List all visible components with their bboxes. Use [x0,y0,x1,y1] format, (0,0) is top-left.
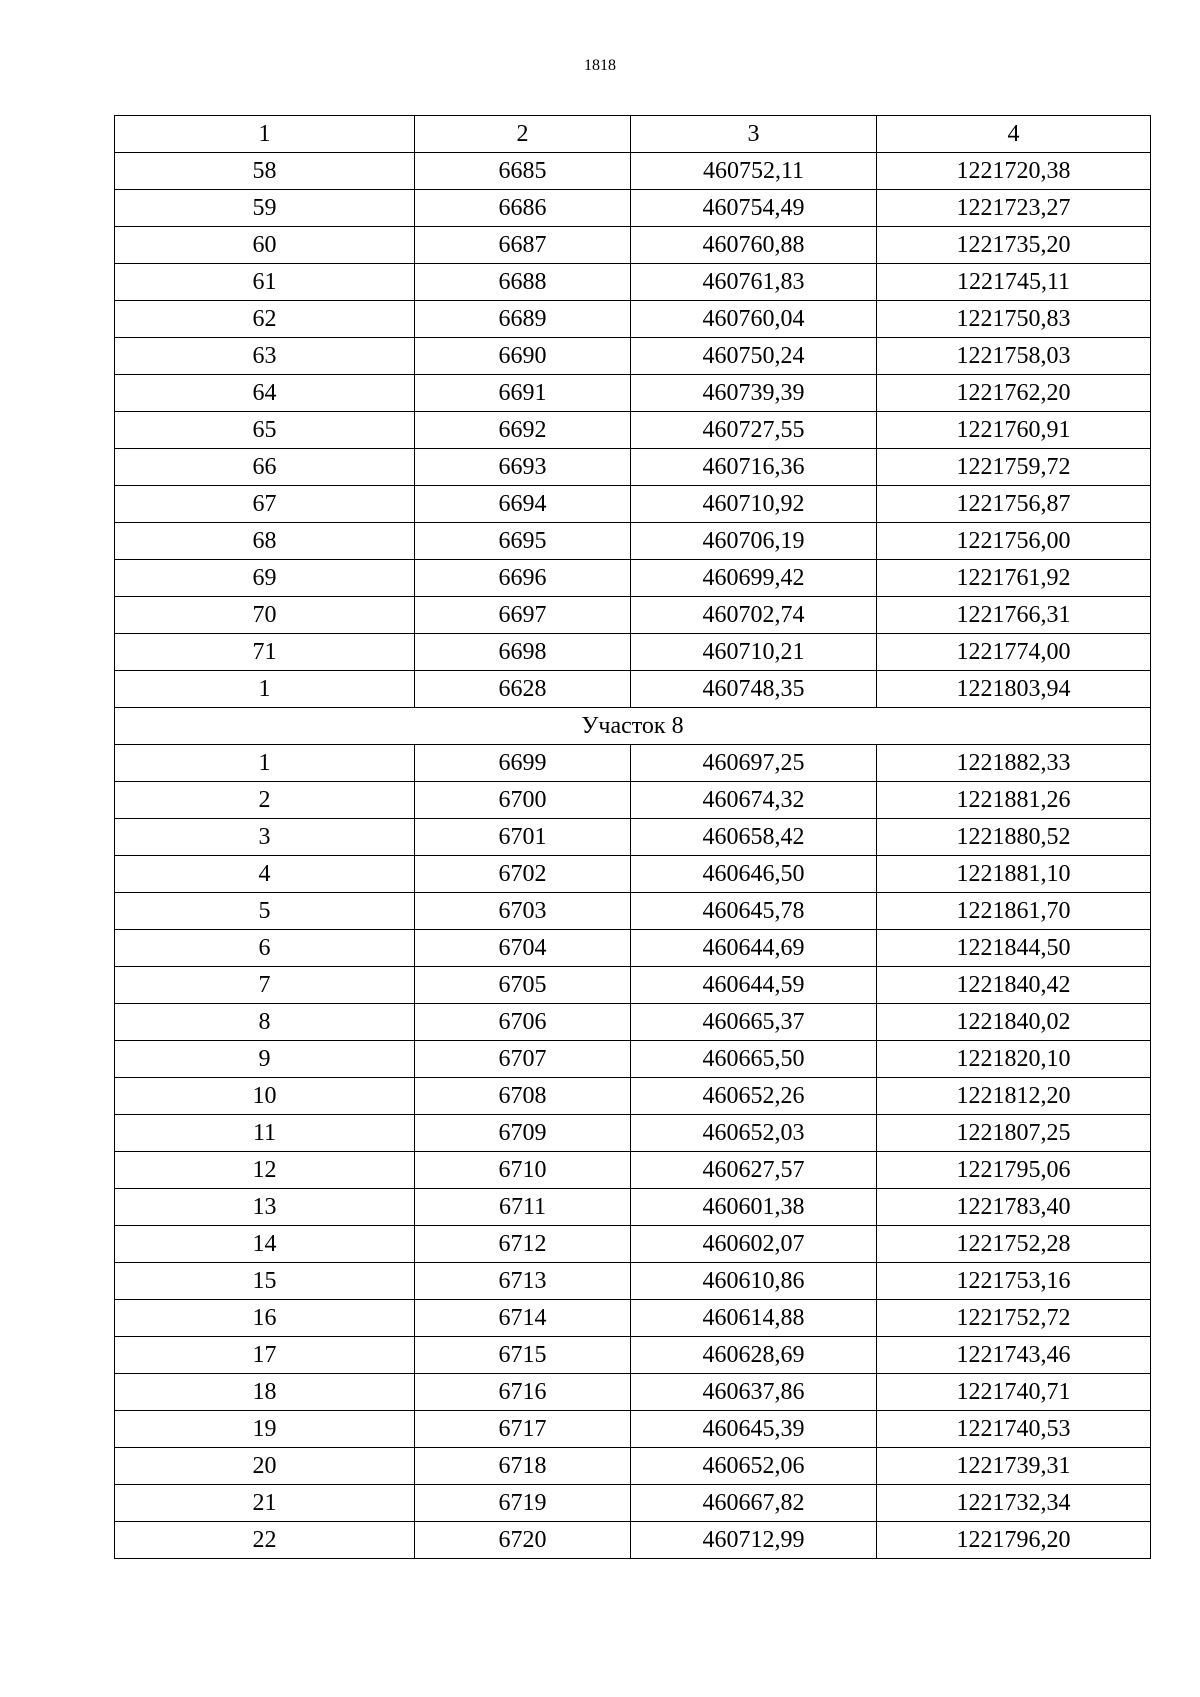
table-cell-col-4: 1221723,27 [877,190,1151,227]
table-row [115,375,1151,412]
table-row [115,1078,1151,1115]
table-header-row [115,116,1151,153]
table-cell-col-1: 11 [115,1115,415,1152]
table-cell-col-4: 1221756,00 [877,523,1151,560]
table-cell-col-4: 1221753,16 [877,1263,1151,1300]
table-cell-col-2: 6691 [415,375,631,412]
table-cell-col-4: 1221840,02 [877,1004,1151,1041]
table-cell-col-2: 6715 [415,1337,631,1374]
table-cell-col-2: 6701 [415,819,631,856]
table-cell-col-3: 460644,69 [631,930,877,967]
table-cell-col-4: 1221745,11 [877,264,1151,301]
table-cell-col-3: 460739,39 [631,375,877,412]
table-cell-col-3: 460754,49 [631,190,877,227]
table-cell-col-4: 1221760,91 [877,412,1151,449]
table-row [115,338,1151,375]
table-cell-col-2: 6709 [415,1115,631,1152]
table-cell-col-1: 19 [115,1411,415,1448]
section-title: Участок 8 [115,708,1151,745]
table-row [115,153,1151,190]
table-row [115,449,1151,486]
table-row [115,1041,1151,1078]
table-row [115,1189,1151,1226]
table-cell-col-3: 460627,57 [631,1152,877,1189]
table-cell-col-1: 60 [115,227,415,264]
table-cell-col-3: 460614,88 [631,1300,877,1337]
table-cell-col-4: 1221740,71 [877,1374,1151,1411]
table-row [115,560,1151,597]
table-cell-col-4: 1221750,83 [877,301,1151,338]
table-cell-col-2: 6696 [415,560,631,597]
table-cell-col-2: 6705 [415,967,631,1004]
table-cell-col-4: 1221752,72 [877,1300,1151,1337]
table-cell-col-2: 6693 [415,449,631,486]
table-cell-col-1: 21 [115,1485,415,1522]
table-row [115,1300,1151,1337]
table-cell-col-2: 6695 [415,523,631,560]
table-row [115,1374,1151,1411]
table-cell-col-3: 460752,11 [631,153,877,190]
table-cell-col-4: 1221774,00 [877,634,1151,671]
table-cell-col-3: 460667,82 [631,1485,877,1522]
table-cell-col-1: 63 [115,338,415,375]
table-cell-col-1: 7 [115,967,415,1004]
table-row [115,597,1151,634]
table-cell-col-1: 1 [115,671,415,708]
table-cell-col-2: 6707 [415,1041,631,1078]
table-cell-col-1: 4 [115,856,415,893]
table-cell-col-4: 1221720,38 [877,153,1151,190]
table-cell-col-3: 460702,74 [631,597,877,634]
table-cell-col-2: 6712 [415,1226,631,1263]
table-row [115,1522,1151,1559]
table-cell-col-1: 14 [115,1226,415,1263]
table-cell-col-4: 1221840,42 [877,967,1151,1004]
table-cell-col-3: 460674,32 [631,782,877,819]
table-row [115,301,1151,338]
table-cell-col-4: 1221861,70 [877,893,1151,930]
table-row [115,1226,1151,1263]
table-row [115,1152,1151,1189]
table-cell-col-3: 460645,78 [631,893,877,930]
table-cell-col-4: 1221766,31 [877,597,1151,634]
table-cell-col-2: 6704 [415,930,631,967]
table-cell-col-2: 6719 [415,1485,631,1522]
table-cell-col-2: 6714 [415,1300,631,1337]
table-cell-col-3: 460645,39 [631,1411,877,1448]
table-cell-col-1: 3 [115,819,415,856]
table-cell-col-1: 10 [115,1078,415,1115]
table-cell-col-2: 6686 [415,190,631,227]
table-cell-col-3: 460658,42 [631,819,877,856]
table-cell-col-3: 460712,99 [631,1522,877,1559]
table-cell-col-2: 6698 [415,634,631,671]
table-cell-col-1: 69 [115,560,415,597]
table-cell-col-1: 22 [115,1522,415,1559]
table-cell-col-2: 6711 [415,1189,631,1226]
table-cell-col-3: 460760,88 [631,227,877,264]
table-cell-col-4: 1221820,10 [877,1041,1151,1078]
table-cell-col-2: 6710 [415,1152,631,1189]
table-cell-col-1: 20 [115,1448,415,1485]
section-header-row [115,708,1151,745]
table-cell-col-1: 64 [115,375,415,412]
table-row [115,671,1151,708]
table-cell-col-3: 460665,50 [631,1041,877,1078]
table-cell-col-3: 460652,03 [631,1115,877,1152]
table-cell-col-4: 1221881,10 [877,856,1151,893]
table-cell-col-4: 1221756,87 [877,486,1151,523]
table-cell-col-2: 6685 [415,153,631,190]
table-cell-col-1: 13 [115,1189,415,1226]
table-row [115,1411,1151,1448]
table-row [115,264,1151,301]
table-cell-col-1: 61 [115,264,415,301]
table-cell-col-2: 6628 [415,671,631,708]
table-cell-col-2: 6720 [415,1522,631,1559]
table-cell-col-4: 1221880,52 [877,819,1151,856]
table-row [115,1448,1151,1485]
table-cell-col-4: 1221759,72 [877,449,1151,486]
table-cell-col-3: 460748,35 [631,671,877,708]
table-cell-col-4: 1221803,94 [877,671,1151,708]
table-cell-col-3: 460699,42 [631,560,877,597]
table-cell-col-3: 460697,25 [631,745,877,782]
table-row [115,745,1151,782]
table-cell-col-1: 62 [115,301,415,338]
column-header-3: 3 [631,116,877,153]
table-cell-col-1: 65 [115,412,415,449]
table-cell-col-3: 460637,86 [631,1374,877,1411]
table-cell-col-4: 1221752,28 [877,1226,1151,1263]
table-row [115,893,1151,930]
table-cell-col-3: 460665,37 [631,1004,877,1041]
table-cell-col-3: 460601,38 [631,1189,877,1226]
column-header-2: 2 [415,116,631,153]
table-cell-col-1: 68 [115,523,415,560]
table-cell-col-2: 6699 [415,745,631,782]
column-header-1: 1 [115,116,415,153]
table-cell-col-3: 460716,36 [631,449,877,486]
table-cell-col-3: 460727,55 [631,412,877,449]
table-cell-col-1: 18 [115,1374,415,1411]
table-cell-col-2: 6706 [415,1004,631,1041]
table-cell-col-3: 460710,21 [631,634,877,671]
table-row [115,1337,1151,1374]
table-cell-col-2: 6717 [415,1411,631,1448]
table-row [115,782,1151,819]
table-cell-col-1: 5 [115,893,415,930]
table-cell-col-1: 59 [115,190,415,227]
table-cell-col-2: 6692 [415,412,631,449]
table-cell-col-2: 6694 [415,486,631,523]
table-cell-col-3: 460706,19 [631,523,877,560]
table-row [115,412,1151,449]
table-row [115,1263,1151,1300]
table-cell-col-4: 1221844,50 [877,930,1151,967]
table-cell-col-2: 6688 [415,264,631,301]
table-cell-col-4: 1221740,53 [877,1411,1151,1448]
table-cell-col-4: 1221732,34 [877,1485,1151,1522]
table-cell-col-2: 6687 [415,227,631,264]
table-cell-col-4: 1221758,03 [877,338,1151,375]
table-cell-col-2: 6708 [415,1078,631,1115]
table-row [115,486,1151,523]
table-cell-col-3: 460628,69 [631,1337,877,1374]
table-cell-col-2: 6690 [415,338,631,375]
table-row [115,190,1151,227]
table-cell-col-1: 58 [115,153,415,190]
table-cell-col-3: 460760,04 [631,301,877,338]
table-cell-col-4: 1221882,33 [877,745,1151,782]
table-cell-col-1: 15 [115,1263,415,1300]
table-cell-col-2: 6703 [415,893,631,930]
table-cell-col-3: 460646,50 [631,856,877,893]
table-cell-col-2: 6700 [415,782,631,819]
table-cell-col-3: 460652,26 [631,1078,877,1115]
table-cell-col-4: 1221795,06 [877,1152,1151,1189]
column-header-4: 4 [877,116,1151,153]
table-cell-col-4: 1221796,20 [877,1522,1151,1559]
table-row [115,819,1151,856]
table-cell-col-1: 6 [115,930,415,967]
table-cell-col-4: 1221735,20 [877,227,1151,264]
table-row [115,634,1151,671]
table-cell-col-3: 460644,59 [631,967,877,1004]
table-cell-col-2: 6718 [415,1448,631,1485]
table-cell-col-3: 460652,06 [631,1448,877,1485]
table-row [115,856,1151,893]
table-cell-col-1: 12 [115,1152,415,1189]
table-cell-col-1: 16 [115,1300,415,1337]
table-cell-col-4: 1221739,31 [877,1448,1151,1485]
table-cell-col-1: 9 [115,1041,415,1078]
table-cell-col-2: 6689 [415,301,631,338]
page-number: 1818 [584,57,616,74]
table-cell-col-1: 66 [115,449,415,486]
table-cell-col-1: 67 [115,486,415,523]
table-cell-col-4: 1221761,92 [877,560,1151,597]
table-row [115,930,1151,967]
table-cell-col-4: 1221743,46 [877,1337,1151,1374]
table-cell-col-3: 460761,83 [631,264,877,301]
table-cell-col-4: 1221807,25 [877,1115,1151,1152]
table-row [115,523,1151,560]
table-cell-col-3: 460710,92 [631,486,877,523]
table-row [115,1004,1151,1041]
table-cell-col-1: 8 [115,1004,415,1041]
table-cell-col-2: 6697 [415,597,631,634]
table-cell-col-4: 1221812,20 [877,1078,1151,1115]
table-cell-col-1: 17 [115,1337,415,1374]
table-row [115,1115,1151,1152]
table-cell-col-4: 1221881,26 [877,782,1151,819]
table-cell-col-1: 2 [115,782,415,819]
coordinates-table-body [115,116,1151,1559]
table-cell-col-3: 460750,24 [631,338,877,375]
table-row [115,967,1151,1004]
coordinates-table [114,115,1151,1559]
table-cell-col-2: 6713 [415,1263,631,1300]
table-cell-col-1: 71 [115,634,415,671]
table-cell-col-1: 70 [115,597,415,634]
table-row [115,227,1151,264]
table-cell-col-3: 460610,86 [631,1263,877,1300]
table-cell-col-1: 1 [115,745,415,782]
table-cell-col-2: 6716 [415,1374,631,1411]
table-cell-col-2: 6702 [415,856,631,893]
table-cell-col-4: 1221762,20 [877,375,1151,412]
table-row [115,1485,1151,1522]
table-cell-col-3: 460602,07 [631,1226,877,1263]
table-cell-col-4: 1221783,40 [877,1189,1151,1226]
